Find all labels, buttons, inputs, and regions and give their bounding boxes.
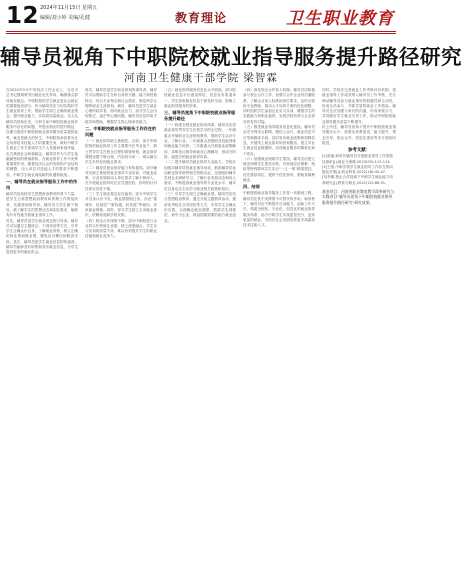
article-column-5 bbox=[322, 88, 396, 574]
section-title: 教育理论 bbox=[174, 11, 227, 25]
paragraph: （一）构建全程化就业指导体系。辅导员应将就业指导贯穿学生在校学习的全过程，一年级重点开展职业生涯规划教育，帮助学生认识专业、了解行业；二年级重点加强职业技能训练和就业能力培养；三年级重点开展就业政策解读、求职技巧指导和就业心理辅导，形成分阶段、递进式的就业指导体系。 bbox=[164, 123, 236, 159]
reference-item: [3]李娜.校企合作视域下中职学生就业能力培养研究[J].教育与职业,2021(22):88-91. bbox=[322, 175, 393, 185]
header-rule bbox=[6, 31, 396, 32]
references-heading: 参考文献： bbox=[348, 148, 370, 154]
editor-credits: 编辑/刘小婷 美编/孔健 bbox=[40, 15, 90, 21]
page-number: 12 bbox=[6, 3, 40, 29]
paragraph: 在2024年5月中央经济工作会议上，习近平总书记强调要突出就业优先导向，确保重点群体就业稳定。中职院校的学生就业是社会就业的重要组成部分，作为辅导员应当切实做好学生就业指导工作，帮助学生树立正确的就业观念，提升就业能力，实现高质量就业。本文从辅导员视角出发，分析当前中职院校就业指导服务中存在的问题，并提出相应的提升路径，以期为提高中职院校就业指导服务质量提供参考。就业是最大的民生，中职院校承担着为社会培养技术技能人才的重要任务，做好中职学生就业工作关系到学生个人发展和家庭幸福，也关系到社会和谐稳定。辅导员作为与学生接触最密切的教师群体，在就业指导工作中发挥着重要作用。随着经济社会的发展和产业结构的调整，用人单位对技能人才的要求不断提高，中职学生就业面临新的机遇和挑战。 bbox=[6, 88, 78, 177]
article-headline: 辅导员视角下中职院校就业指导服务提升路径研究 bbox=[0, 45, 462, 69]
paragraph: （四）校企合作深度不够。部分中职院校与企业的合作停留在表面，缺乏深度融合，学生实习实训的质量不高，难以有效提升学生的职业技能和就业竞争力。 bbox=[85, 218, 157, 239]
paragraph: 综上所述，辅导员视角下提升中职院校就业指导服务水平，需要从体系建设、能力提升、观念引导、校企合作、信息化建设等多方面协同推进。 bbox=[322, 125, 396, 145]
paragraph: （二）提升辅导员就业指导专业能力。学校应加强对辅导员的就业指导培训，鼓励辅导员参加职业指导师等相关资格认证，定期组织辅导员到企业调研学习，了解行业发展动态和用人需求，不断提高就业指导的专业化水平。辅导员自身也应主动学习就业相关政策和知识。 bbox=[164, 160, 236, 191]
article-byline: 河南卫生健康干部学院 梁智霖 bbox=[124, 72, 278, 84]
paragraph: （五）就业指导服务信息化水平较低。部分院校就业信息平台建设滞后，信息发布渠道单一，学生获取就业信息不够及时全面，影响了就业指导服务的效率。 bbox=[164, 88, 236, 108]
header-rule-thin bbox=[6, 33, 396, 34]
paragraph: （三）学生就业观念存在偏差。部分中职学生对自身认识不足，就业期望值过高，存在“重城市、轻基层”“重待遇、轻发展”等倾向，导致就业困难。同时，部分学生缺乏主动就业意识，依赖家庭和学校安排。 bbox=[85, 192, 157, 218]
section-subheading: 一、辅导员在就业指导服务工作中的作用 bbox=[6, 179, 78, 191]
article-column-1 bbox=[6, 88, 78, 574]
paragraph: （四）深化校企合作育人机制。辅导员应积极参与校企合作工作，加强与合作企业的沟通联系，了解企业用人标准和岗位要求，及时反馈给专业教师，推动人才培养方案的优化调整。同时组织学生参加企业实习实训，增强学生的实践能力和职业素养，实现学校培养与企业需求的有效对接。 bbox=[243, 88, 315, 124]
article-body bbox=[6, 88, 396, 574]
paragraph: （二）辅导员就业指导能力有待提高。部分辅导员缺乏系统的就业指导专业培训，对就业政策、行业发展和用人单位需求了解不够深入，在开展就业指导时往往凭借经验，指导的针对性和实效性不强。 bbox=[85, 165, 157, 191]
section-subheading: 三、辅导员视角下中职院校就业指导服务提升路径 bbox=[164, 110, 236, 122]
paragraph: 首先，辅导员是学生就业观念的引导者。辅导员可以通过主题班会、个别谈话等方式，引导学生正确认识自身，了解就业形势，树立正确的择业观和就业观，避免盲目攀比和眼高手低。其次，辅导员是学生就业信息的传递者。辅导员能够及时收集和发布就业信息，为学生提供更多的就业机会。 bbox=[6, 218, 78, 255]
paragraph: 同时，学校应完善就业工作考核评价机制，将就业指导工作成效纳入辅导员工作考核，充分调动辅导员参与就业指导的积极性和主动性，形成全员参与、齐抓共管的就业工作格局。辅导员还应加强与家长的沟通，形成家校合力，共同做好学生就业引导工作，推动中职院校就业指导服务质量不断提升。 bbox=[322, 88, 396, 124]
newspaper-logo: 卫生职业教育 bbox=[286, 9, 394, 29]
paragraph: 中职院校就业指导服务工作是一项系统工程，辅导员在其中发挥着不可替代的作用。新形势下，辅导员应不断提升自身能力，创新工作方法，构建全程化、专业化、信息化的就业指导服务体系，助力中职学生实现更加充分、更高质量的就业，为经济社会发展培养更多高素质技术技能人才。 bbox=[243, 191, 315, 228]
issue-date: 2024年11月15日 星期五 bbox=[40, 5, 98, 11]
section-subheading: 四、结语 bbox=[243, 184, 260, 190]
paragraph: 辅导员是高校学生思想政治教育的骨干力量，是学生日常思想政治教育和管理工作的组织者、实施者和指导者。辅导员与学生朝夕相处，最了解学生的思想动态和实际需求，能够有针对性地开展就业指导工作。 bbox=[6, 192, 78, 218]
article-column-4 bbox=[243, 88, 315, 574]
article-column-3 bbox=[164, 88, 236, 574]
reference-item: [2]王强.中职学校学生就业指导工作存在的问题及对策[J].职业教育,2022(18):45-47. bbox=[322, 164, 393, 175]
paragraph: （三）引导学生树立正确就业观。辅导员应结合思想政治教育，通过开展主题教育活动、邀请优秀校友分享经验等方式，引导学生正确认识自我，合理确定就业期望，鼓励学生到基层、到中小企业、到祖国最需要的地方就业创业。 bbox=[164, 192, 236, 223]
reference-item: [1]张丽.新时代辅导员开展就业指导工作的路径探析[J].就业与保障,2023(05):112-114. bbox=[322, 154, 393, 164]
paragraph: （六）加强就业困难学生帮扶。辅导员应建立就业困难学生帮扶台账，对家庭经济困难、残疾等特殊群体学生实行“一人一策”精准帮扶，优先推荐岗位，提供个性化指导，帮助其顺利就业。 bbox=[243, 156, 316, 183]
funding-note: 基金项目：河南省职业教育教学改革研究与实践项目“辅导员视角下中职院校就业指导服务提升路径研究”研究成果。 bbox=[322, 189, 395, 205]
section-subheading: 二、中职院校就业指导服务工作存在的问题 bbox=[85, 126, 157, 138]
paragraph: （一）就业指导缺乏系统性。目前，部分中职院校的就业指导工作主要集中在毕业前夕，缺乏贯穿学生在校全过程的系统规划，就业指导课程设置不够合理，内容较为单一，难以满足学生多样化的就业需求。 bbox=[85, 139, 157, 165]
paragraph: 再次，辅导员是学生职业规划的指导者。辅导员可以帮助学生分析自身的兴趣、能力和性格特点，结合专业特点和社会需求，制定科学合理的职业生涯规划。最后，辅导员是学生就业心理的疏导者。面对就业压力，部分学生会出现焦虑、迷茫等心理问题，辅导员应及时给予疏导和帮助，增强学生的心理承受能力。 bbox=[85, 88, 157, 124]
masthead bbox=[0, 0, 402, 38]
paragraph: （五）推进就业指导服务信息化建设。辅导员应充分利用互联网、微信公众号、就业信息平台等新媒体手段，及时发布就业政策和招聘信息，开展线上就业指导和咨询服务，建立毕业生就业信息数据库，实现就业服务的精准化和个性化。 bbox=[243, 125, 315, 156]
article-column-2 bbox=[85, 88, 157, 574]
